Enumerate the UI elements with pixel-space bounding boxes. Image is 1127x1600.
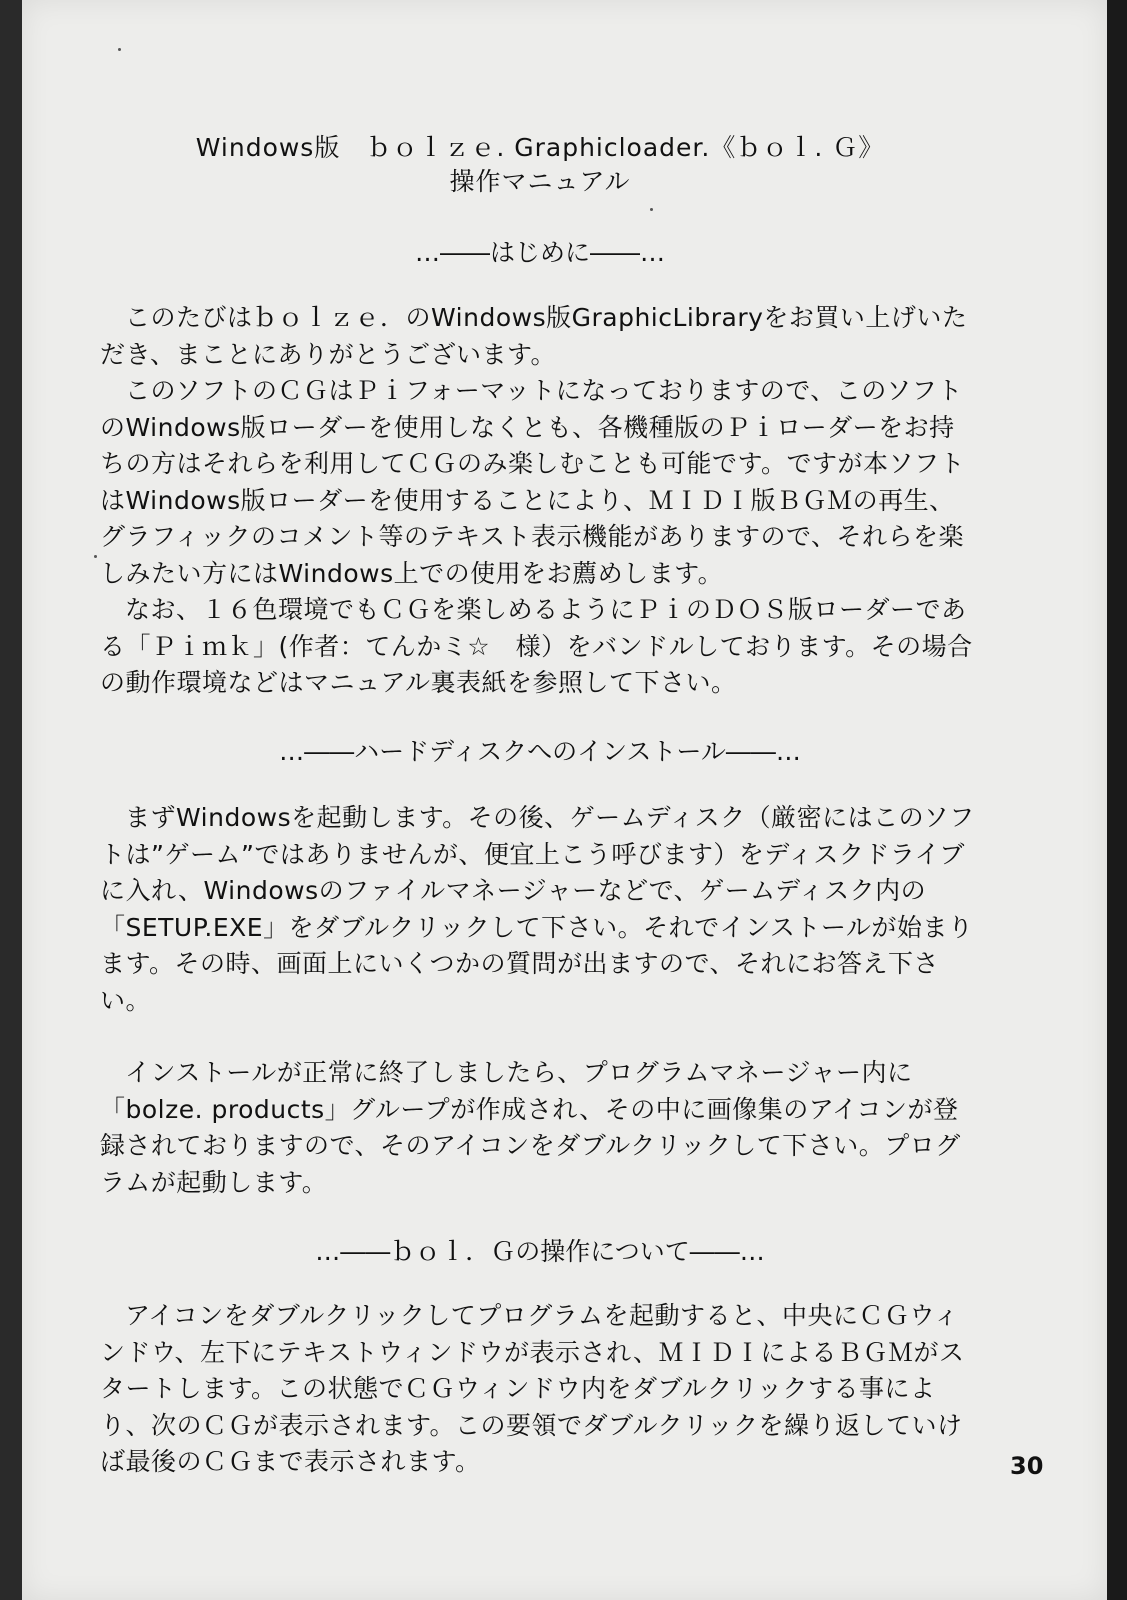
paper-speck xyxy=(94,555,97,558)
section-operation-body xyxy=(100,1298,980,1481)
section-heading-install: …――ハードディスクへのインストール――… xyxy=(279,737,801,766)
section-heading-intro: …――はじめに――… xyxy=(414,238,665,267)
paragraph: このソフトのＣＧはＰｉフォーマットになっておりますので、このソフトのWindows版ローダーを使用しなくとも、各機種版のＰｉローダーをお持ちの方はそれらを利用してＣＧのみ楽しむことも可能です。ですが本ソフトはWindows版ローダーを使用することにより、ＭＩＤＩ版ＢＧＭの再生、グラフィックのコメント等のテキスト表示機能がありますので、それらを楽しみたい方にはWindows上での使用をお薦めします。 xyxy=(100,376,966,588)
paragraph: アイコンをダブルクリックしてプログラムを起動すると、中央にＣＧウィンドウ、左下にテキストウィンドウが表示され、ＭＩＤＩによるＢＧＭがスタートします。この状態でＣＧウィンドウ内をダブルクリックする事により、次のＣＧが表示されます。この要領でダブルクリックを繰り返していけば最後のＣＧまで表示されます。 xyxy=(100,1301,965,1476)
section-heading-operation: …――ｂｏｌ．Ｇの操作について――… xyxy=(315,1237,765,1266)
paper-speck xyxy=(118,48,121,51)
paragraph: まずWindowsを起動します。その後、ゲームディスク（厳密にはこのソフトは”ゲーム”ではありませんが、便宜上こう呼びます）をディスクドライブに入れ、Windowsのファイルマネージャーなどで、ゲームディスク内の「SETUP.EXE」をダブルクリックして下さい。それでインストールが始まります。その時、画面上にいくつかの質問が出ますので、それにお答え下さい。 xyxy=(100,803,975,1015)
page-subtitle: 操作マニュアル xyxy=(449,167,631,196)
page-title: Windows版 ｂｏｌｚｅ. Graphicloader.《ｂｏｌ. Ｇ》 xyxy=(195,133,885,162)
paragraph: なお、１６色環境でもＣＧを楽しめるようにＰｉのＤＯＳ版ローダーである「Ｐｉｍｋ」(作者：てんかミ☆ 様）をバンドルしております。その場合の動作環境などはマニュアル裏表紙を参照して下さい。 xyxy=(100,595,973,697)
paragraph: インストールが正常に終了しましたら、プログラムマネージャー内に「bolze. products」グループが作成され、その中に画像集のアイコンが登録されておりますので、そのアイコンをダブルクリックして下さい。プログラムが起動します。 xyxy=(100,1058,961,1197)
section-intro-body xyxy=(100,300,980,702)
paper-speck xyxy=(650,208,653,211)
paragraph: このたびはｂｏｌｚｅ．のWindows版GraphicLibraryをお買い上げいただき、まことにありがとうございます。 xyxy=(100,303,968,369)
page-edge xyxy=(1107,0,1127,1600)
page-number: 30 xyxy=(1010,1452,1044,1480)
section-install-body xyxy=(100,800,980,1201)
